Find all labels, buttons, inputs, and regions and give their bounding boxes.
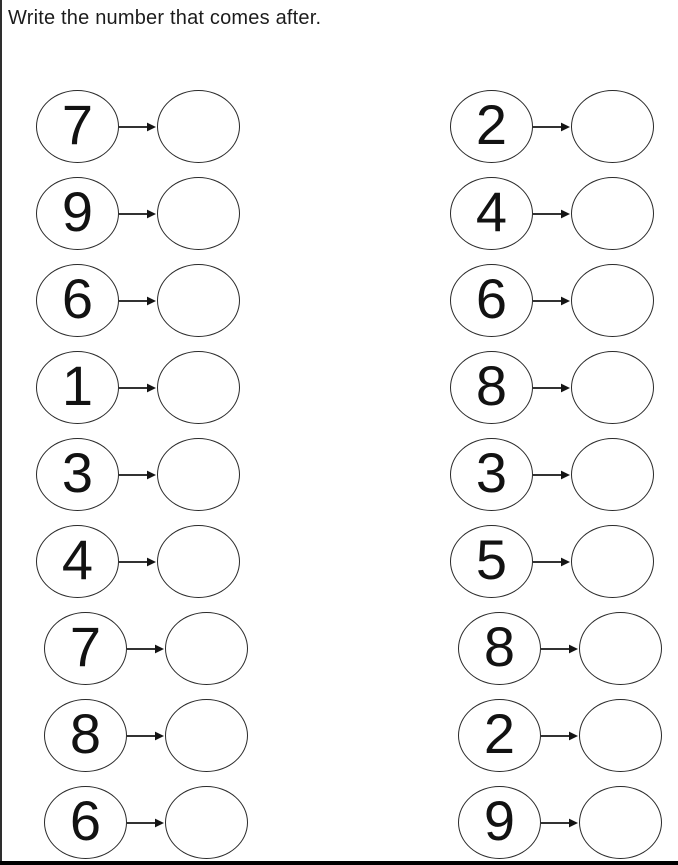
exercise-row xyxy=(458,699,662,772)
prompt-number: 3 xyxy=(475,440,508,504)
prompt-circle xyxy=(450,438,533,511)
exercise-row xyxy=(36,90,248,163)
prompt-number: 6 xyxy=(69,788,102,852)
answer-circle[interactable] xyxy=(571,90,654,163)
exercise-row xyxy=(450,264,662,337)
page-bottom-bar xyxy=(0,861,678,865)
exercise-row xyxy=(458,786,662,859)
right-arrow-icon xyxy=(119,294,157,308)
prompt-circle xyxy=(458,786,541,859)
prompt-circle xyxy=(36,264,119,337)
prompt-number: 6 xyxy=(61,266,94,330)
answer-circle[interactable] xyxy=(157,90,240,163)
prompt-number: 4 xyxy=(61,527,94,591)
answer-circle[interactable] xyxy=(157,351,240,424)
answer-circle[interactable] xyxy=(157,525,240,598)
exercise-row xyxy=(450,90,662,163)
exercise-row xyxy=(450,525,662,598)
prompt-circle xyxy=(36,351,119,424)
prompt-circle xyxy=(44,786,127,859)
prompt-number: 1 xyxy=(61,353,94,417)
prompt-circle xyxy=(44,612,127,685)
prompt-number: 2 xyxy=(483,701,516,765)
exercise-row xyxy=(44,786,248,859)
exercise-row xyxy=(36,264,248,337)
right-arrow-icon xyxy=(533,207,571,221)
worksheet-column-left xyxy=(36,90,248,859)
right-arrow-icon xyxy=(541,642,579,656)
right-arrow-icon xyxy=(119,120,157,134)
right-arrow-icon xyxy=(533,294,571,308)
right-arrow-icon xyxy=(119,555,157,569)
exercise-row xyxy=(36,438,248,511)
answer-circle[interactable] xyxy=(579,612,662,685)
prompt-circle xyxy=(458,699,541,772)
answer-circle[interactable] xyxy=(571,438,654,511)
prompt-circle xyxy=(36,438,119,511)
right-arrow-icon xyxy=(541,816,579,830)
prompt-circle xyxy=(450,525,533,598)
prompt-number: 6 xyxy=(475,266,508,330)
answer-circle[interactable] xyxy=(157,177,240,250)
prompt-number: 8 xyxy=(483,614,516,678)
prompt-circle xyxy=(44,699,127,772)
right-arrow-icon xyxy=(533,120,571,134)
exercise-row xyxy=(44,699,248,772)
exercise-row xyxy=(450,177,662,250)
exercise-row xyxy=(36,525,248,598)
answer-circle[interactable] xyxy=(571,525,654,598)
prompt-number: 8 xyxy=(475,353,508,417)
right-arrow-icon xyxy=(119,468,157,482)
right-arrow-icon xyxy=(119,381,157,395)
right-arrow-icon xyxy=(541,729,579,743)
answer-circle[interactable] xyxy=(157,264,240,337)
answer-circle[interactable] xyxy=(165,699,248,772)
right-arrow-icon xyxy=(127,816,165,830)
prompt-number: 2 xyxy=(475,92,508,156)
prompt-circle xyxy=(36,90,119,163)
worksheet-column-right xyxy=(450,90,662,859)
right-arrow-icon xyxy=(533,468,571,482)
exercise-row xyxy=(44,612,248,685)
right-arrow-icon xyxy=(533,381,571,395)
answer-circle[interactable] xyxy=(571,177,654,250)
prompt-number: 5 xyxy=(475,527,508,591)
prompt-circle xyxy=(450,90,533,163)
page-title: Write the number that comes after. xyxy=(8,7,322,29)
prompt-number: 7 xyxy=(61,92,94,156)
answer-circle[interactable] xyxy=(571,264,654,337)
prompt-circle xyxy=(458,612,541,685)
prompt-circle xyxy=(450,351,533,424)
right-arrow-icon xyxy=(119,207,157,221)
exercise-row xyxy=(450,351,662,424)
answer-circle[interactable] xyxy=(165,612,248,685)
answer-circle[interactable] xyxy=(165,786,248,859)
page-edge-line xyxy=(0,0,2,865)
prompt-circle xyxy=(36,177,119,250)
prompt-circle xyxy=(36,525,119,598)
prompt-number: 3 xyxy=(61,440,94,504)
answer-circle[interactable] xyxy=(579,786,662,859)
prompt-number: 8 xyxy=(69,701,102,765)
answer-circle[interactable] xyxy=(157,438,240,511)
prompt-number: 7 xyxy=(69,614,102,678)
exercise-row xyxy=(458,612,662,685)
prompt-circle xyxy=(450,264,533,337)
prompt-number: 9 xyxy=(61,179,94,243)
answer-circle[interactable] xyxy=(579,699,662,772)
answer-circle[interactable] xyxy=(571,351,654,424)
prompt-number: 4 xyxy=(475,179,508,243)
right-arrow-icon xyxy=(533,555,571,569)
exercise-row xyxy=(36,351,248,424)
prompt-number: 9 xyxy=(483,788,516,852)
exercise-row xyxy=(450,438,662,511)
right-arrow-icon xyxy=(127,729,165,743)
prompt-circle xyxy=(450,177,533,250)
right-arrow-icon xyxy=(127,642,165,656)
exercise-row xyxy=(36,177,248,250)
